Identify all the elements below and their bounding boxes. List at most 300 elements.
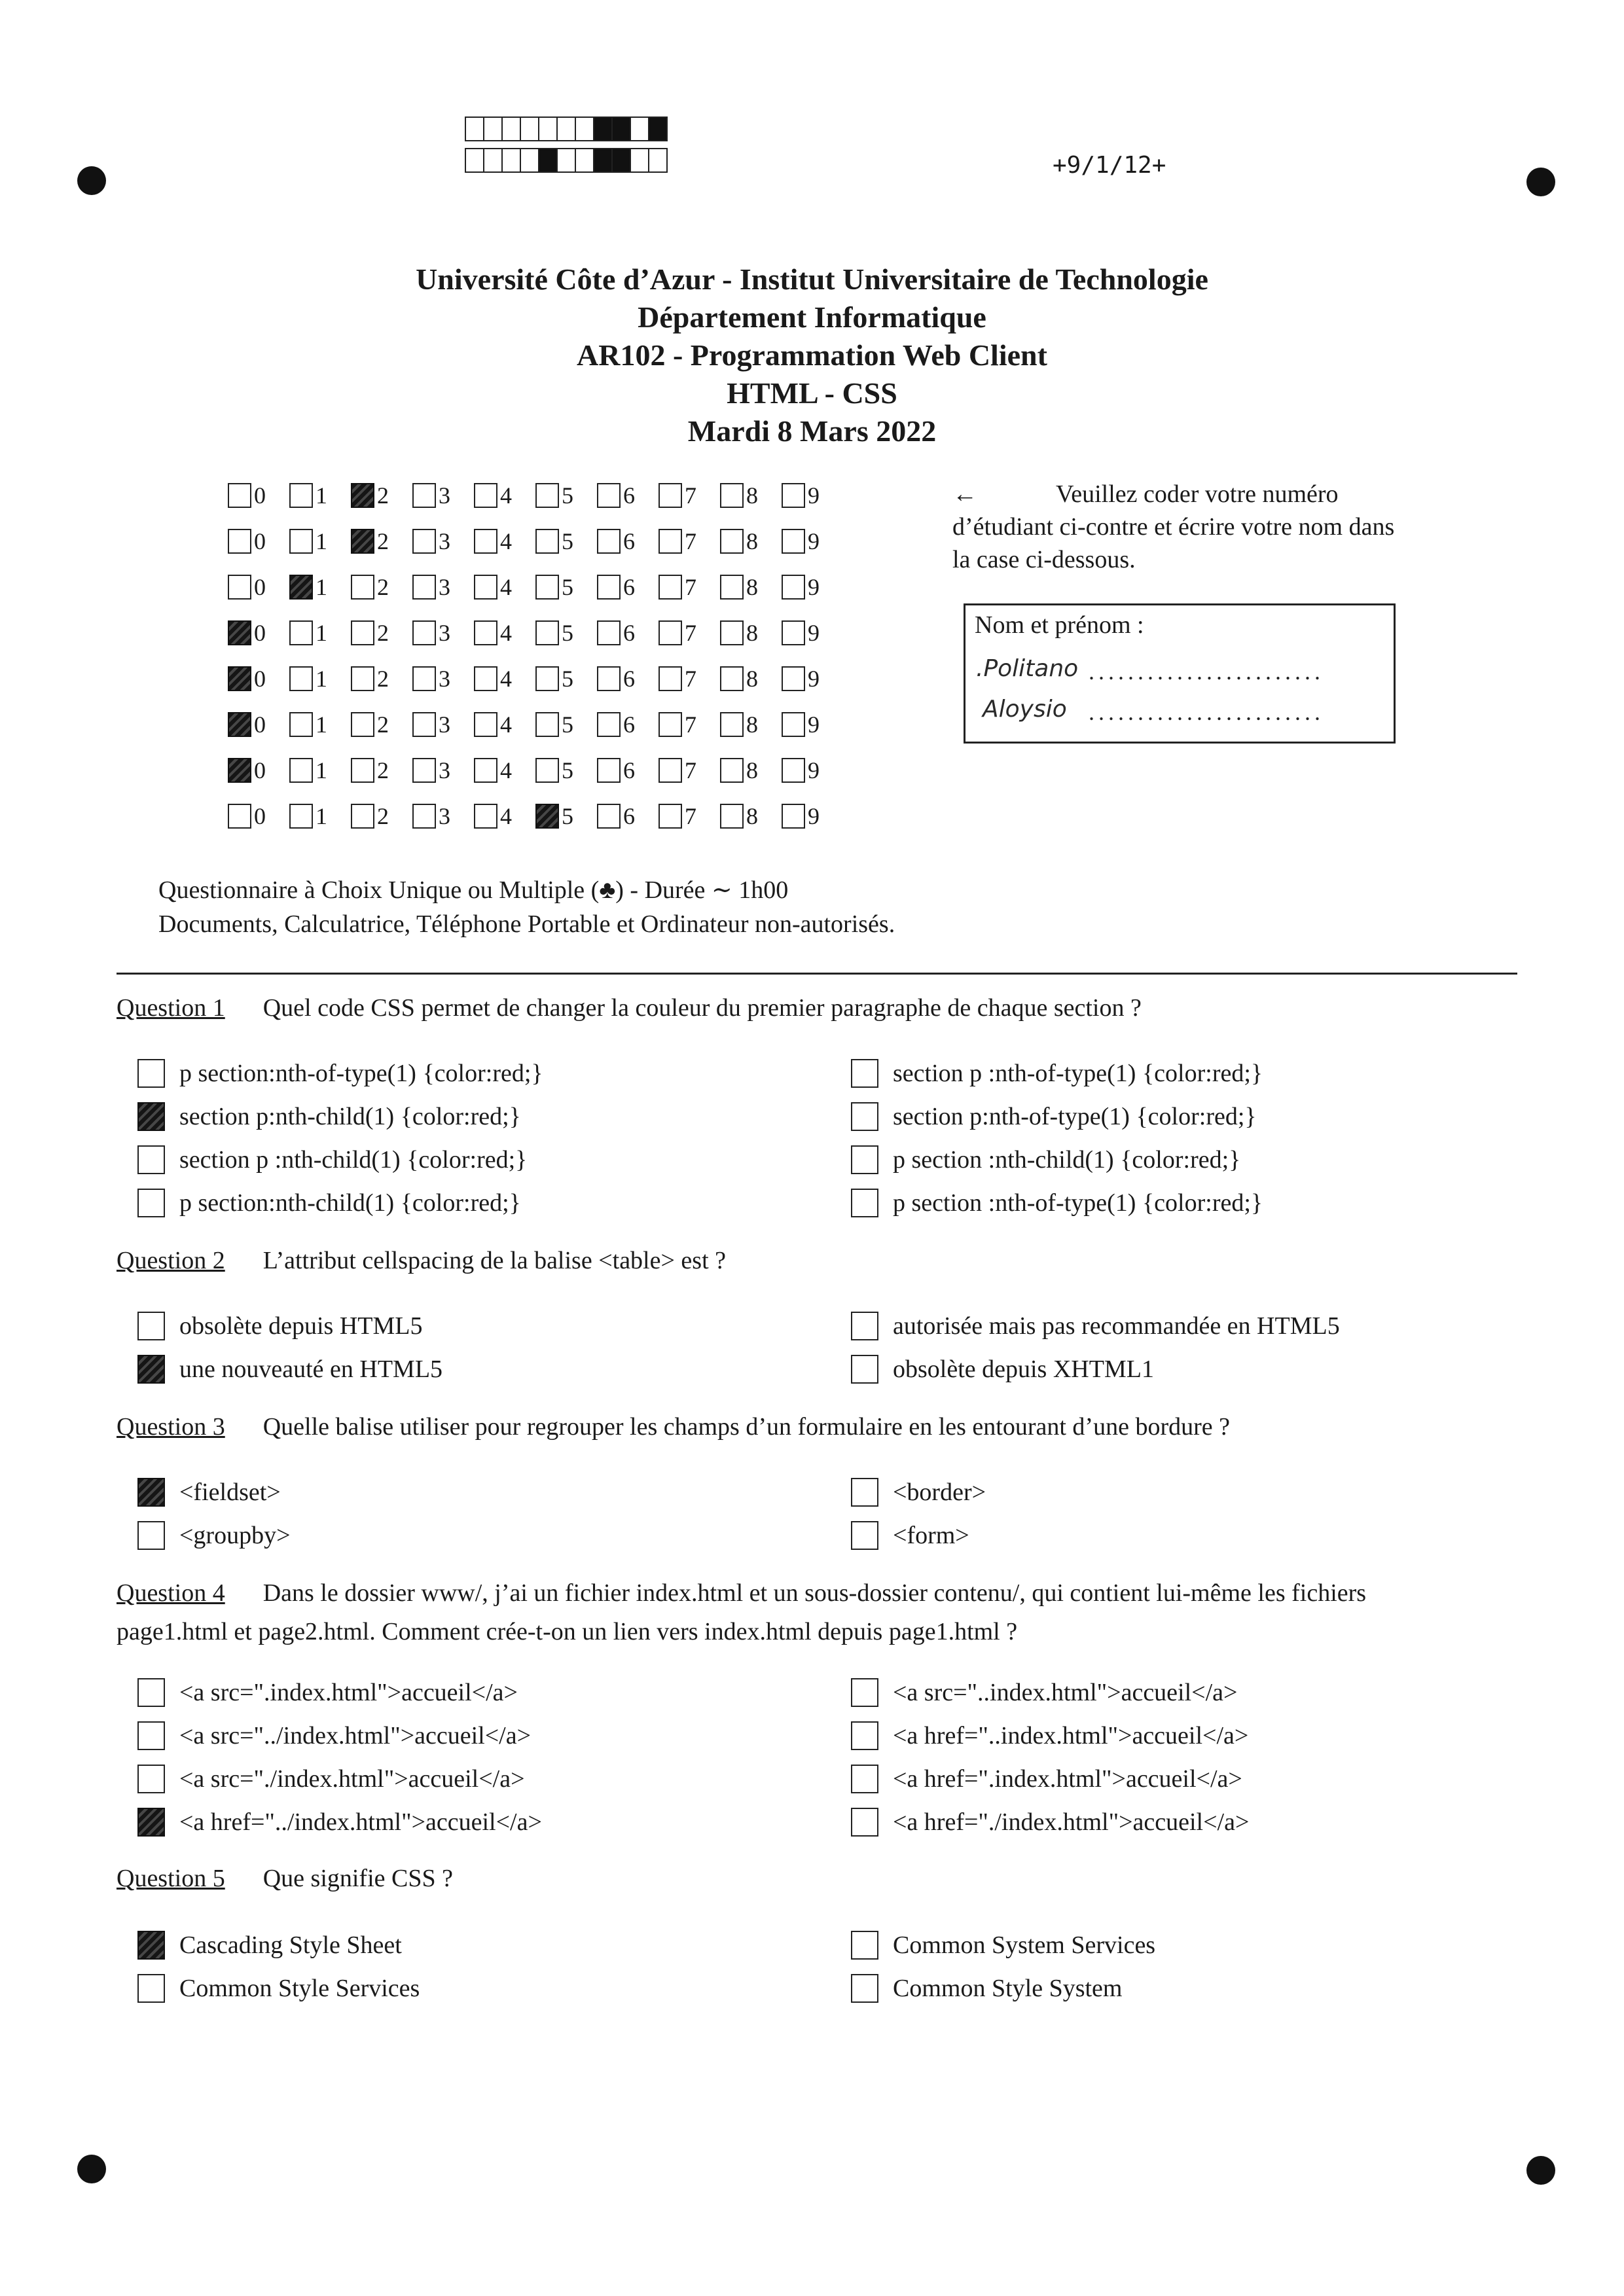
digit-option[interactable]: [289, 757, 351, 784]
answer-checkbox[interactable]: [851, 1678, 878, 1707]
digit-option[interactable]: [351, 802, 412, 830]
digit-checkbox[interactable]: [597, 483, 621, 508]
digit-option[interactable]: [597, 665, 659, 692]
digit-label: 8: [746, 482, 758, 509]
barcode-cell: [556, 148, 576, 173]
question-4-header: [117, 1579, 1366, 1607]
digit-checkbox[interactable]: [659, 758, 682, 783]
digit-option[interactable]: [597, 711, 659, 738]
digit-checkbox[interactable]: [412, 620, 436, 645]
digit-option[interactable]: [782, 711, 843, 738]
digit-option[interactable]: [228, 665, 289, 692]
answer-option[interactable]: [851, 1521, 969, 1550]
digit-option[interactable]: [412, 665, 474, 692]
barcode-cell: [538, 117, 558, 141]
digit-option[interactable]: [351, 528, 412, 555]
digit-label: 0: [254, 666, 266, 692]
digit-option[interactable]: [782, 573, 843, 601]
digit-option[interactable]: [597, 528, 659, 555]
digit-checkbox[interactable]: [720, 529, 744, 554]
digit-option[interactable]: [659, 711, 720, 738]
answer-label: <a href="../index.html">accueil</a>: [179, 1808, 542, 1836]
digit-option[interactable]: [659, 619, 720, 647]
digit-option[interactable]: [228, 757, 289, 784]
digit-option[interactable]: [474, 573, 535, 601]
question-5-header: [117, 1864, 453, 1893]
barcode-row-top: [466, 117, 668, 141]
question-text: Dans le dossier www/, j’ai un fichier index.html et un sous-dossier contenu/, qui contient lui-même les fichiers: [262, 1579, 1367, 1607]
digit-checkbox[interactable]: [412, 758, 436, 783]
digit-checkbox[interactable]: [351, 575, 374, 600]
answer-checkbox[interactable]: [851, 1974, 878, 2003]
digit-checkbox[interactable]: [535, 712, 559, 737]
digit-label: 4: [500, 528, 512, 554]
digit-checkbox[interactable]: [597, 666, 621, 691]
digit-checkbox[interactable]: [659, 483, 682, 508]
digit-checkbox[interactable]: [720, 758, 744, 783]
question-text: Quel code CSS permet de changer la couleur du premier paragraphe de chaque section ?: [262, 994, 1142, 1022]
digit-checkbox[interactable]: [720, 666, 744, 691]
answer-option[interactable]: [137, 1974, 420, 2003]
digit-checkbox[interactable]: [289, 620, 313, 645]
digit-option[interactable]: [289, 573, 351, 601]
answer-checkbox[interactable]: [851, 1312, 878, 1340]
digit-option[interactable]: [351, 573, 412, 601]
digit-checkbox[interactable]: [351, 758, 374, 783]
digit-option[interactable]: [720, 482, 782, 509]
digit-option[interactable]: [228, 573, 289, 601]
answer-label: <a src="../index.html">accueil</a>: [179, 1722, 532, 1749]
digit-option[interactable]: [720, 528, 782, 555]
digit-option[interactable]: [597, 482, 659, 509]
digit-option[interactable]: [782, 619, 843, 647]
digit-option[interactable]: [720, 619, 782, 647]
digit-checkbox[interactable]: [720, 575, 744, 600]
digit-label: 8: [746, 620, 758, 646]
digit-checkbox[interactable]: [659, 666, 682, 691]
student-number-grid: [228, 473, 843, 839]
barcode-cell: [538, 148, 558, 173]
digit-option[interactable]: [474, 665, 535, 692]
answer-option[interactable]: [137, 1521, 291, 1550]
question-number: Question 3: [117, 1413, 225, 1441]
answer-checkbox[interactable]: [137, 1521, 165, 1550]
answer-option[interactable]: [137, 1721, 531, 1750]
digit-option[interactable]: [535, 619, 597, 647]
digit-label: 4: [500, 757, 512, 783]
answer-checkbox-checked[interactable]: [137, 1102, 165, 1131]
barcode-cell: [593, 148, 613, 173]
digit-label: 5: [562, 528, 573, 554]
answer-label: obsolète depuis HTML5: [179, 1312, 423, 1340]
answer-option[interactable]: [851, 1355, 1154, 1384]
digit-option[interactable]: [720, 711, 782, 738]
digit-checkbox[interactable]: [659, 529, 682, 554]
digit-label: 1: [316, 482, 327, 509]
digit-checkbox[interactable]: [228, 712, 251, 737]
digit-option[interactable]: [659, 665, 720, 692]
digit-option[interactable]: [597, 619, 659, 647]
digit-checkbox[interactable]: [351, 620, 374, 645]
divider: [117, 973, 1517, 975]
digit-checkbox[interactable]: [351, 804, 374, 829]
student-number-row: [228, 747, 843, 793]
digit-label: 2: [377, 803, 389, 829]
answer-option[interactable]: [851, 1312, 1340, 1340]
answer-checkbox[interactable]: [851, 1102, 878, 1131]
answer-checkbox[interactable]: [137, 1678, 165, 1707]
answer-label: p section:nth-of-type(1) {color:red;}: [179, 1060, 543, 1087]
answer-label: p section:nth-child(1) {color:red;}: [179, 1189, 521, 1217]
left-arrow-icon: ←: [952, 480, 977, 508]
digit-checkbox[interactable]: [659, 620, 682, 645]
digit-option[interactable]: [535, 711, 597, 738]
digit-checkbox[interactable]: [535, 575, 559, 600]
answer-checkbox[interactable]: [851, 1145, 878, 1174]
answer-option[interactable]: [137, 1355, 442, 1384]
digit-label: 7: [685, 711, 696, 738]
barcode-row-bottom: [466, 148, 668, 173]
digit-checkbox[interactable]: [535, 758, 559, 783]
digit-checkbox[interactable]: [351, 529, 374, 554]
answer-label: autorisée mais pas recommandée en HTML5: [893, 1312, 1340, 1340]
digit-label: 3: [439, 803, 450, 829]
answer-label: <fieldset>: [179, 1479, 281, 1506]
digit-option[interactable]: [289, 528, 351, 555]
answer-option[interactable]: [137, 1678, 518, 1707]
digit-label: 9: [808, 757, 820, 783]
digit-option[interactable]: [535, 573, 597, 601]
digit-checkbox[interactable]: [659, 575, 682, 600]
digit-option[interactable]: [412, 528, 474, 555]
question-1-header: [117, 994, 1142, 1022]
digit-option[interactable]: [782, 665, 843, 692]
digit-option[interactable]: [289, 665, 351, 692]
digit-checkbox[interactable]: [720, 483, 744, 508]
digit-checkbox[interactable]: [720, 620, 744, 645]
digit-option[interactable]: [351, 482, 412, 509]
answer-option[interactable]: [851, 1974, 1122, 2003]
digit-checkbox[interactable]: [228, 758, 251, 783]
digit-checkbox[interactable]: [720, 804, 744, 829]
digit-option[interactable]: [474, 757, 535, 784]
digit-option[interactable]: [720, 757, 782, 784]
digit-option[interactable]: [474, 528, 535, 555]
digit-checkbox[interactable]: [289, 758, 313, 783]
answer-checkbox-checked[interactable]: [137, 1931, 165, 1960]
digit-option[interactable]: [659, 573, 720, 601]
digit-checkbox[interactable]: [782, 712, 805, 737]
digit-checkbox[interactable]: [782, 575, 805, 600]
digit-checkbox[interactable]: [535, 804, 559, 829]
barcode-cell: [575, 148, 594, 173]
answer-option[interactable]: [851, 1765, 1242, 1793]
digit-checkbox[interactable]: [289, 483, 313, 508]
digit-checkbox[interactable]: [289, 575, 313, 600]
digit-checkbox[interactable]: [597, 712, 621, 737]
digit-option[interactable]: [474, 482, 535, 509]
digit-label: 9: [808, 482, 820, 509]
digit-checkbox[interactable]: [228, 620, 251, 645]
question-2-header: [117, 1246, 726, 1275]
answer-option[interactable]: [851, 1678, 1237, 1707]
digit-option[interactable]: [289, 482, 351, 509]
digit-option[interactable]: [412, 482, 474, 509]
digit-checkbox[interactable]: [474, 529, 497, 554]
digit-checkbox[interactable]: [412, 483, 436, 508]
digit-label: 2: [377, 482, 389, 509]
digit-option[interactable]: [412, 757, 474, 784]
digit-option[interactable]: [412, 619, 474, 647]
digit-option[interactable]: [289, 711, 351, 738]
digit-checkbox[interactable]: [720, 712, 744, 737]
digit-checkbox[interactable]: [289, 712, 313, 737]
digit-label: 8: [746, 574, 758, 600]
digit-option[interactable]: [228, 528, 289, 555]
digit-option[interactable]: [597, 757, 659, 784]
student-number-row: [228, 564, 843, 610]
answer-option[interactable]: [851, 1189, 1263, 1217]
digit-label: 5: [562, 757, 573, 783]
answer-checkbox[interactable]: [851, 1059, 878, 1088]
digit-label: 1: [316, 528, 327, 554]
answer-checkbox[interactable]: [851, 1931, 878, 1960]
digit-option[interactable]: [412, 802, 474, 830]
digit-option[interactable]: [228, 711, 289, 738]
digit-option[interactable]: [228, 802, 289, 830]
digit-checkbox[interactable]: [597, 529, 621, 554]
handwritten-firstname: Aloysio: [983, 696, 1067, 723]
answer-option[interactable]: [137, 1145, 527, 1174]
digit-label: 9: [808, 620, 820, 646]
name-box-title: Nom et prénom :: [975, 611, 1144, 639]
answer-option[interactable]: [137, 1312, 423, 1340]
digit-checkbox[interactable]: [535, 620, 559, 645]
answer-option[interactable]: [851, 1145, 1240, 1174]
barcode-cell: [483, 148, 503, 173]
digit-checkbox[interactable]: [474, 758, 497, 783]
digit-checkbox[interactable]: [659, 712, 682, 737]
digit-label: 6: [623, 711, 635, 738]
digit-label: 7: [685, 482, 696, 509]
digit-label: 2: [377, 620, 389, 646]
name-box[interactable]: [964, 603, 1396, 744]
answer-option[interactable]: [851, 1102, 1257, 1131]
digit-option[interactable]: [659, 757, 720, 784]
digit-option[interactable]: [782, 528, 843, 555]
answer-option[interactable]: [137, 1765, 525, 1793]
digit-checkbox[interactable]: [289, 529, 313, 554]
digit-checkbox[interactable]: [474, 620, 497, 645]
digit-label: 7: [685, 574, 696, 600]
digit-checkbox[interactable]: [412, 666, 436, 691]
digit-checkbox[interactable]: [782, 666, 805, 691]
digit-checkbox[interactable]: [535, 483, 559, 508]
digit-checkbox[interactable]: [782, 620, 805, 645]
digit-checkbox[interactable]: [474, 712, 497, 737]
digit-label: 5: [562, 482, 573, 509]
digit-checkbox[interactable]: [535, 666, 559, 691]
intro-line-format: Questionnaire à Choix Unique ou Multiple (♣) - Durée ∼ 1h00: [158, 876, 789, 904]
digit-option[interactable]: [474, 619, 535, 647]
digit-checkbox[interactable]: [474, 575, 497, 600]
digit-label: 5: [562, 711, 573, 738]
answer-checkbox[interactable]: [851, 1521, 878, 1550]
header-department: Département Informatique: [638, 300, 986, 334]
digit-option[interactable]: [351, 757, 412, 784]
answer-checkbox[interactable]: [137, 1189, 165, 1217]
digit-checkbox[interactable]: [412, 575, 436, 600]
digit-checkbox[interactable]: [412, 529, 436, 554]
digit-label: 9: [808, 666, 820, 692]
digit-option[interactable]: [412, 573, 474, 601]
answer-option[interactable]: [851, 1808, 1249, 1837]
answer-checkbox[interactable]: [851, 1189, 878, 1217]
barcode-cell: [648, 117, 668, 141]
digit-option[interactable]: [597, 573, 659, 601]
digit-label: 4: [500, 711, 512, 738]
question-3-header: [117, 1412, 1230, 1441]
answer-checkbox-checked[interactable]: [137, 1808, 165, 1837]
digit-label: 8: [746, 711, 758, 738]
digit-checkbox[interactable]: [228, 529, 251, 554]
digit-checkbox[interactable]: [351, 712, 374, 737]
digit-option[interactable]: [351, 711, 412, 738]
digit-checkbox[interactable]: [412, 804, 436, 829]
student-number-row: [228, 610, 843, 656]
digit-checkbox[interactable]: [474, 804, 497, 829]
digit-option[interactable]: [659, 802, 720, 830]
digit-label: 8: [746, 666, 758, 692]
answer-checkbox[interactable]: [137, 1312, 165, 1340]
digit-checkbox[interactable]: [659, 804, 682, 829]
answer-option[interactable]: [851, 1931, 1155, 1960]
digit-checkbox[interactable]: [782, 804, 805, 829]
digit-checkbox[interactable]: [597, 620, 621, 645]
answer-checkbox[interactable]: [851, 1355, 878, 1384]
answer-checkbox[interactable]: [851, 1808, 878, 1837]
answer-checkbox[interactable]: [851, 1721, 878, 1750]
answer-option[interactable]: [137, 1102, 521, 1131]
digit-label: 4: [500, 803, 512, 829]
digit-option[interactable]: [659, 482, 720, 509]
digit-checkbox[interactable]: [782, 529, 805, 554]
digit-checkbox[interactable]: [597, 575, 621, 600]
barcode-cell: [520, 148, 539, 173]
intro-line-rules: Documents, Calculatrice, Téléphone Portable et Ordinateur non-autorisés.: [158, 910, 895, 938]
digit-option[interactable]: [782, 482, 843, 509]
digit-label: 6: [623, 620, 635, 646]
digit-option[interactable]: [228, 482, 289, 509]
digit-option[interactable]: [289, 802, 351, 830]
digit-label: 6: [623, 803, 635, 829]
digit-checkbox[interactable]: [289, 804, 313, 829]
digit-checkbox[interactable]: [597, 804, 621, 829]
digit-option[interactable]: [535, 482, 597, 509]
answer-option[interactable]: [851, 1059, 1263, 1088]
digit-option[interactable]: [535, 757, 597, 784]
answer-checkbox-checked[interactable]: [137, 1355, 165, 1384]
digit-checkbox[interactable]: [597, 758, 621, 783]
digit-option[interactable]: [289, 619, 351, 647]
digit-option[interactable]: [351, 619, 412, 647]
answer-label: <a src="./index.html">accueil</a>: [179, 1765, 525, 1793]
digit-label: 8: [746, 528, 758, 554]
digit-option[interactable]: [782, 757, 843, 784]
digit-checkbox[interactable]: [289, 666, 313, 691]
digit-checkbox[interactable]: [474, 666, 497, 691]
digit-option[interactable]: [535, 802, 597, 830]
digit-option[interactable]: [535, 528, 597, 555]
barcode-cell: [611, 117, 631, 141]
digit-label: 1: [316, 711, 327, 738]
digit-option[interactable]: [782, 802, 843, 830]
digit-option[interactable]: [412, 711, 474, 738]
digit-checkbox[interactable]: [351, 483, 374, 508]
digit-label: 1: [316, 574, 327, 600]
digit-option[interactable]: [351, 665, 412, 692]
answer-option[interactable]: [137, 1931, 402, 1960]
answer-checkbox-checked[interactable]: [137, 1478, 165, 1507]
answer-label: <form>: [893, 1522, 969, 1549]
digit-label: 5: [562, 803, 573, 829]
digit-label: 5: [562, 574, 573, 600]
answer-label: <groupby>: [179, 1522, 291, 1549]
digit-option[interactable]: [720, 573, 782, 601]
answer-option[interactable]: [137, 1478, 281, 1507]
digit-checkbox[interactable]: [228, 575, 251, 600]
digit-label: 0: [254, 757, 266, 783]
digit-checkbox[interactable]: [228, 483, 251, 508]
answer-checkbox[interactable]: [851, 1765, 878, 1793]
answer-checkbox[interactable]: [137, 1765, 165, 1793]
digit-checkbox[interactable]: [782, 758, 805, 783]
digit-checkbox[interactable]: [412, 712, 436, 737]
answer-option[interactable]: [137, 1059, 543, 1088]
answer-option[interactable]: [137, 1808, 542, 1837]
answer-checkbox[interactable]: [137, 1059, 165, 1088]
digit-checkbox[interactable]: [228, 804, 251, 829]
digit-option[interactable]: [228, 619, 289, 647]
answer-option[interactable]: [137, 1189, 521, 1217]
digit-option[interactable]: [597, 802, 659, 830]
digit-option[interactable]: [720, 665, 782, 692]
answer-checkbox[interactable]: [137, 1721, 165, 1750]
digit-option[interactable]: [659, 528, 720, 555]
digit-label: 9: [808, 711, 820, 738]
digit-option[interactable]: [720, 802, 782, 830]
digit-option[interactable]: [474, 711, 535, 738]
answer-label: p section :nth-of-type(1) {color:red;}: [893, 1189, 1263, 1217]
digit-checkbox[interactable]: [228, 666, 251, 691]
digit-label: 8: [746, 757, 758, 783]
answer-option[interactable]: [851, 1478, 986, 1507]
digit-label: 9: [808, 528, 820, 554]
digit-option[interactable]: [474, 802, 535, 830]
digit-checkbox[interactable]: [782, 483, 805, 508]
digit-label: 0: [254, 803, 266, 829]
answer-option[interactable]: [851, 1721, 1248, 1750]
answer-label: une nouveauté en HTML5: [179, 1355, 443, 1383]
answer-checkbox[interactable]: [851, 1478, 878, 1507]
digit-option[interactable]: [535, 665, 597, 692]
digit-checkbox[interactable]: [474, 483, 497, 508]
answer-checkbox[interactable]: [137, 1145, 165, 1174]
barcode-cell: [465, 148, 484, 173]
answer-checkbox[interactable]: [137, 1974, 165, 2003]
digit-checkbox[interactable]: [351, 666, 374, 691]
digit-checkbox[interactable]: [535, 529, 559, 554]
